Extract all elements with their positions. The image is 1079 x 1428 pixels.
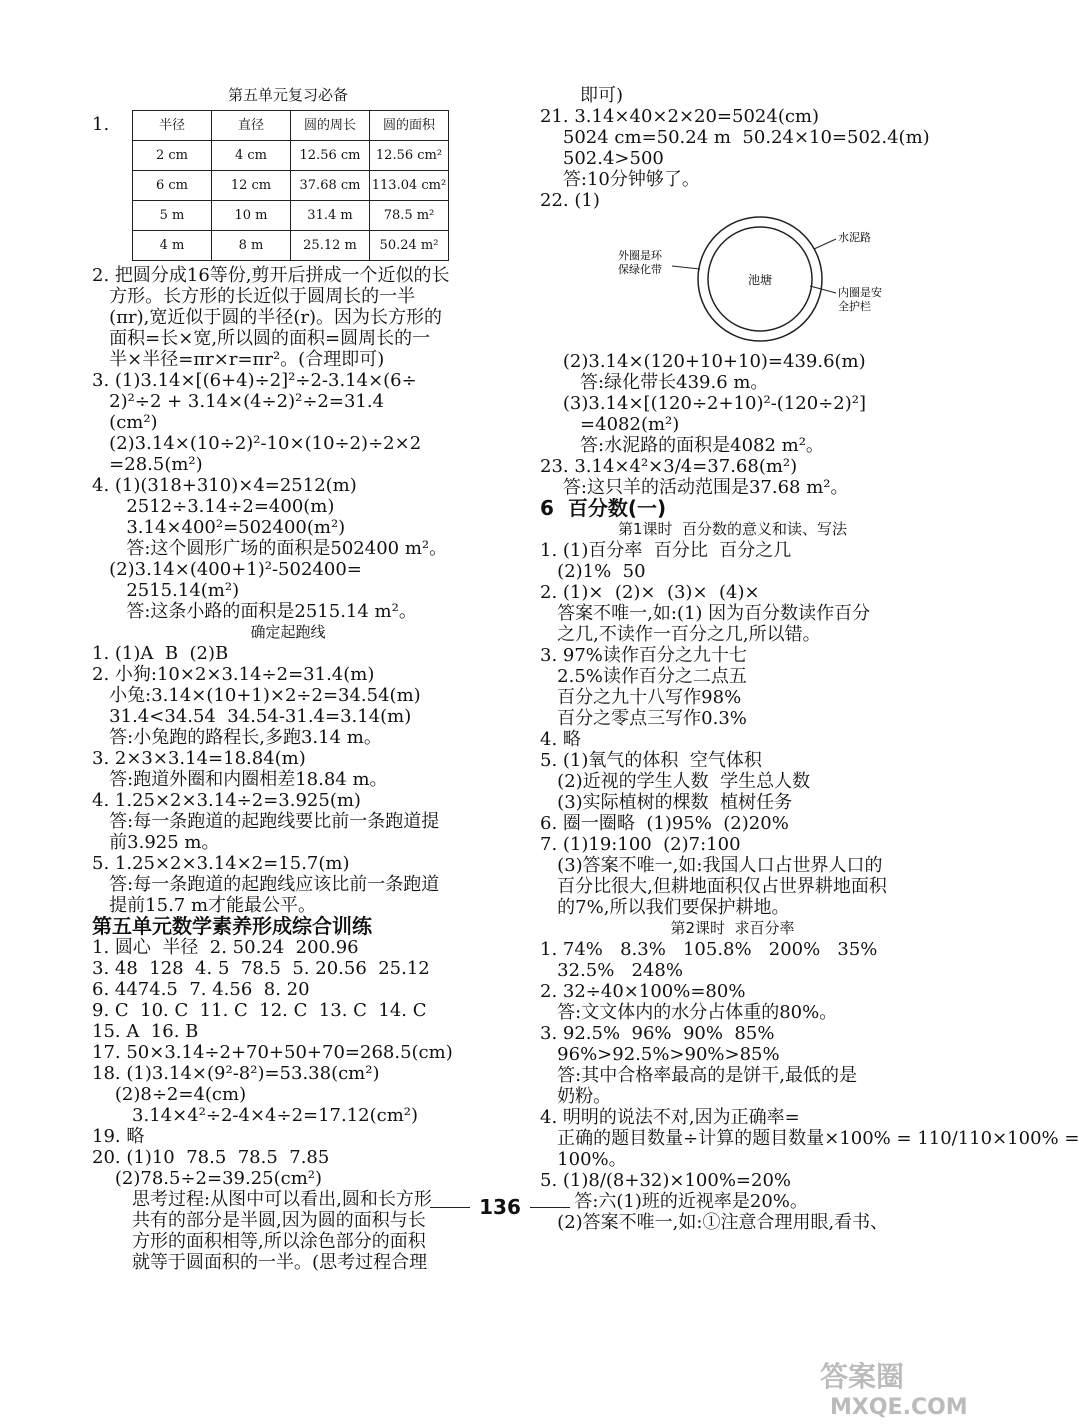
answer-line: 答:这个圆形广场的面积是502400 m²。 (92, 538, 448, 559)
table-header: 直径 (212, 111, 291, 141)
table-cell: 6 cm (133, 171, 212, 201)
answer-line: 5024 cm=50.24 m 50.24×10=502.4(m) (540, 127, 930, 148)
answer-line: 18. (1)3.14×(9²-8²)=53.38(cm²) (92, 1063, 380, 1084)
table-cell: 2 cm (133, 141, 212, 171)
question-1 (92, 110, 484, 261)
answer-line: 百分比很大,但耕地面积仅占世界耕地面积 (540, 876, 887, 897)
answer-line: 3. 48 128 4. 5 78.5 5. 20.56 25.12 (92, 958, 430, 979)
answer-line: (2)3.14×(10÷2)²-10×(10÷2)÷2×2 (92, 433, 422, 454)
answer-line: 前3.925 m。 (92, 832, 220, 853)
arrow-line (672, 266, 700, 269)
answer-line: (2)1% 50 (540, 561, 646, 582)
answer-line: 2515.14(m²) (92, 580, 240, 601)
railing-label: 全护栏 (838, 300, 871, 313)
answer-line: 正确的题目数量÷计算的题目数量×100% = 110/110×100% = (540, 1128, 1079, 1149)
watermark-logo: 答案圈 (820, 1360, 905, 1393)
answer-line: =28.5(m²) (92, 454, 203, 475)
answer-lines (540, 85, 930, 211)
answer-line: 答:10分钟够了。 (540, 169, 700, 190)
table-cell: 37.68 cm (291, 171, 370, 201)
pond-diagram (540, 211, 925, 351)
answer-line: (3)3.14×[(120÷2+10)²-(120÷2)²] (540, 393, 866, 414)
answer-line: 3. 2×3×3.14=18.84(m) (92, 748, 306, 769)
answer-lines (540, 939, 1079, 1233)
answer-line: 1. 圆心 半径 2. 50.24 200.96 (92, 937, 359, 958)
answer-line: 2)²÷2 + 3.14×(4÷2)²÷2=31.4 (92, 391, 385, 412)
table-cell: 113.04 cm² (370, 171, 449, 201)
cement-road-label: 水泥路 (838, 231, 871, 244)
subsection-heading: 第1课时 百分数的意义和读、写法 (617, 520, 848, 538)
answer-line: 答:水泥路的面积是4082 m²。 (540, 435, 824, 456)
answer-line: (cm²) (92, 412, 158, 433)
answer-line: 100%。 (540, 1149, 627, 1170)
answer-line: 即可) (540, 85, 624, 106)
table-header: 圆的周长 (291, 111, 370, 141)
answer-line: 答:其中合格率最高的是饼干,最低的是 (540, 1065, 857, 1086)
answer-line: 3. 97%读作百分之九十七 (540, 645, 747, 666)
arrow-line (814, 239, 836, 249)
answer-lines (92, 937, 484, 1273)
answer-line: 奶粉。 (540, 1086, 612, 1107)
answer-line: 31.4<34.54 34.54-31.4=3.14(m) (92, 706, 412, 727)
table-header: 半径 (133, 111, 212, 141)
answer-line: (3)实际植树的棵数 植树任务 (540, 792, 793, 813)
answer-line: 4. 1.25×2×3.14÷2=3.925(m) (92, 790, 361, 811)
answer-line: 19. 略 (92, 1126, 145, 1147)
answer-lines (540, 351, 925, 498)
answer-line: 22. (1) (540, 190, 600, 211)
answer-line: 就等于圆面积的一半。(思考过程合理 (92, 1252, 428, 1273)
section-title: 6 百分数(一) (540, 496, 667, 520)
answer-line: 2. 把圆分成16等份,剪开后拼成一个近似的长 (92, 265, 450, 286)
table-cell: 78.5 m² (370, 201, 449, 231)
table-cell: 50.24 m² (370, 231, 449, 261)
answer-line: 2. (1)× (2)× (3)× (4)× (540, 582, 760, 603)
answer-line: 4. 明明的说法不对,因为正确率= (540, 1107, 800, 1128)
answer-line: 答:小兔跑的路程长,多跑3.14 m。 (92, 727, 382, 748)
table-cell: 25.12 m (291, 231, 370, 261)
table-row (133, 231, 449, 261)
answer-line: 21. 3.14×40×2×20=5024(cm) (540, 106, 820, 127)
answer-line: 的7%,所以我们要保护耕地。 (540, 897, 790, 918)
answer-line: 方形。长方形的长近似于圆周长的一半 (92, 286, 416, 307)
answer-line: 20. (1)10 78.5 78.5 7.85 (92, 1147, 330, 1168)
question-number: 1. (92, 114, 110, 135)
answer-line: 9. C 10. C 11. C 12. C 13. C 14. C (92, 1000, 427, 1021)
left-column (92, 85, 484, 1273)
answer-line: 面积=长×宽,所以圆的面积=圆周长的一 (92, 328, 431, 349)
answer-line: 3. (1)3.14×[(6+4)÷2]²÷2-3.14×(6÷ (92, 370, 417, 391)
answer-line: 2512÷3.14÷2=400(m) (92, 496, 335, 517)
answer-line: 答:这只羊的活动范围是37.68 m²。 (540, 477, 849, 498)
railing-label: 内圈是安 (838, 286, 882, 299)
answer-line: =4082(m²) (540, 414, 680, 435)
answer-line: 4. (1)(318+310)×4=2512(m) (92, 475, 357, 496)
answer-line: (3)答案不唯一,如:我国人口占世界人口的 (540, 855, 883, 876)
table-cell: 12.56 cm² (370, 141, 449, 171)
answer-line: 3.14×400²=502400(m²) (92, 517, 346, 538)
answer-line: 15. A 16. B (92, 1021, 199, 1042)
table-row (133, 141, 449, 171)
answer-line: 答:这条小路的面积是2515.14 m²。 (92, 601, 417, 622)
answer-line: 5. (1)8/(8+32)×100%=20% (540, 1170, 792, 1191)
answer-line: (2)3.14×(400+1)²-502400= (92, 559, 362, 580)
answer-lines (92, 643, 484, 916)
answer-line: 答:每一条跑道的起跑线要比前一条跑道提 (92, 811, 440, 832)
answer-line: 4. 略 (540, 729, 581, 750)
answer-line: 之几,不读作一百分之几,所以错。 (540, 624, 821, 645)
green-belt-label: 保绿化带 (618, 263, 662, 276)
answer-line: 3. 92.5% 96% 90% 85% (540, 1023, 775, 1044)
answer-line: 思考过程:从图中可以看出,圆和长方形 (92, 1189, 432, 1210)
section-title: 第五单元数学素养形成综合训练 (92, 914, 372, 938)
answer-lines (540, 540, 925, 918)
answer-line: 提前15.7 m才能最公平。 (92, 895, 317, 916)
answer-line: 答:每一条跑道的起跑线应该比前一条跑道 (92, 874, 440, 895)
answer-line: 5. 1.25×2×3.14×2=15.7(m) (92, 853, 350, 874)
table-cell: 4 m (133, 231, 212, 261)
answer-line: (2)78.5÷2=39.25(cm²) (92, 1168, 323, 1189)
answer-line: 1. (1)百分率 百分比 百分之几 (540, 540, 792, 561)
answer-line: 7. (1)19:100 (2)7:100 (540, 834, 741, 855)
answer-line: 1. 74% 8.3% 105.8% 200% 35% (540, 939, 878, 960)
answer-line: (2)近视的学生人数 学生总人数 (540, 771, 811, 792)
answer-line: 答案不唯一,如:(1) 因为百分数读作百分 (540, 603, 871, 624)
answer-line: 共有的部分是半圆,因为圆的面积与长 (92, 1210, 426, 1231)
answer-line: (2)答案不唯一,如:①注意合理用眼,看书、 (540, 1212, 889, 1233)
answer-line: 96%>92.5%>90%>85% (540, 1044, 780, 1065)
answer-line: 百分之九十八写作98% (540, 687, 742, 708)
pond-label: 池塘 (747, 273, 773, 287)
answer-line: 百分之零点三写作0.3% (540, 708, 747, 729)
answer-line: (2)8÷2=4(cm) (92, 1084, 247, 1105)
answer-line: 答:绿化带长439.6 m。 (540, 372, 769, 393)
answer-line: 方形的面积相等,所以涂色部分的面积 (92, 1231, 426, 1252)
answer-lines (92, 265, 484, 622)
table-cell: 31.4 m (291, 201, 370, 231)
table-cell: 4 cm (212, 141, 291, 171)
answer-line: 答:跑道外圈和内圈相差18.84 m。 (92, 769, 388, 790)
subsection-heading: 第2课时 求百分率 (670, 919, 795, 937)
answer-line: 2. 32÷40×100%=80% (540, 981, 746, 1002)
answer-line: 5. (1)氧气的体积 空气体积 (540, 750, 762, 771)
table-cell: 12 cm (212, 171, 291, 201)
green-belt-label: 外圈是环 (618, 249, 662, 262)
ring-diagram (540, 211, 925, 351)
circle-table (132, 110, 449, 261)
table-cell: 12.56 cm (291, 141, 370, 171)
watermark-url: MXQE.COM (830, 1395, 968, 1420)
answer-line: 6. 圈一圈略 (1)95% (2)20% (540, 813, 789, 834)
answer-line: 答:六(1)班的近视率是20%。 (540, 1191, 808, 1212)
answer-line: 17. 50×3.14÷2+70+50+70=268.5(cm) (92, 1042, 453, 1063)
answer-line: 6. 4474.5 7. 4.56 8. 20 (92, 979, 310, 1000)
answer-line: 小兔:3.14×(10+1)×2÷2=34.54(m) (92, 685, 421, 706)
table-header: 圆的面积 (370, 111, 449, 141)
answer-line: 1. (1)A B (2)B (92, 643, 229, 664)
table-cell: 8 m (212, 231, 291, 261)
table-row (133, 201, 449, 231)
answer-line: 23. 3.14×4²×3/4=37.68(m²) (540, 456, 798, 477)
table-row (133, 171, 449, 201)
subsection-heading: 确定起跑线 (250, 623, 326, 641)
answer-line: (πr),宽近似于圆的半径(r)。因为长方形的 (92, 307, 443, 328)
page-number: 136 (430, 1195, 570, 1219)
arrow-line (810, 286, 836, 293)
answer-line: 2. 小狗:10×2×3.14÷2=31.4(m) (92, 664, 375, 685)
table-cell: 5 m (133, 201, 212, 231)
answer-line: 答:文文体内的水分占体重的80%。 (540, 1002, 838, 1023)
answer-line: (2)3.14×(120+10+10)=439.6(m) (540, 351, 866, 372)
answer-line: 半×半径=πr×r=πr²。(合理即可) (92, 349, 385, 370)
answer-line: 3.14×4²÷2-4×4÷2=17.12(cm²) (92, 1105, 419, 1126)
table-cell: 10 m (212, 201, 291, 231)
answer-line: 2.5%读作百分之二点五 (540, 666, 747, 687)
answer-line: 502.4>500 (540, 148, 664, 169)
right-column (540, 85, 1079, 1233)
section-heading: 第五单元复习必备 (227, 86, 348, 104)
answer-line: 32.5% 248% (540, 960, 683, 981)
